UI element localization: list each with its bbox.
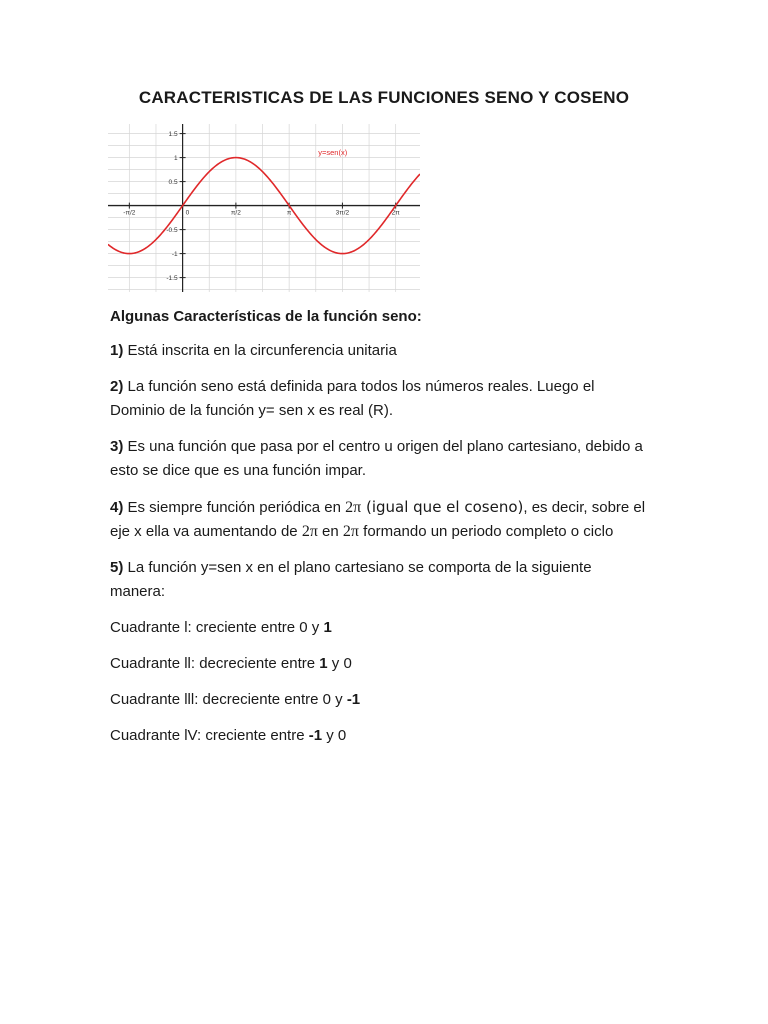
y-tick-label: 1.5 xyxy=(168,131,178,139)
x-tick-label: 0 xyxy=(185,209,190,217)
section-heading: Algunas Características de la función seno: xyxy=(110,308,422,325)
quadrant-value: 0 xyxy=(337,727,347,744)
y-tick-label: 0.5 xyxy=(168,179,178,187)
list-item xyxy=(110,435,650,483)
item-text: en xyxy=(317,523,343,540)
quadrant-text: y xyxy=(307,619,324,636)
quadrant-line xyxy=(110,688,650,712)
quadrant-line xyxy=(110,616,650,640)
y-tick-label: -1 xyxy=(171,251,178,259)
page-title: CARACTERISTICAS DE LAS FUNCIONES SENO Y COSENO xyxy=(138,88,630,107)
quadrant-text: y xyxy=(330,691,347,708)
quadrant-text: y xyxy=(322,727,338,744)
item-text: (igual que el coseno) xyxy=(361,498,524,516)
quadrant-text: Cuadrante lll: decreciente entre xyxy=(110,691,323,708)
x-tick-label: -π/2 xyxy=(123,209,136,217)
item-text: Está inscrita en la circunferencia unitaria xyxy=(123,342,397,359)
x-tick-label: 2π xyxy=(391,209,400,217)
quadrant-line xyxy=(110,652,650,676)
item-number: 3) xyxy=(110,438,124,455)
y-tick-label: 1 xyxy=(173,155,178,163)
quadrant-text: Cuadrante l: creciente entre xyxy=(110,619,300,636)
item-text: , es decir, sobre el eje x ella va aumentando de xyxy=(110,499,646,540)
item-text: formando un periodo completo o ciclo xyxy=(359,523,614,540)
legend-label: y=sen(x) xyxy=(318,148,348,158)
item-number: 4) xyxy=(110,499,124,516)
math-2pi: 2π xyxy=(342,523,359,540)
quadrant-text: Cuadrante lV: creciente entre xyxy=(110,727,309,744)
item-number: 2) xyxy=(110,378,124,395)
quadrant-value: 1 xyxy=(319,655,328,672)
list-item xyxy=(110,375,650,423)
quadrant-value: 0 xyxy=(322,691,331,708)
quadrant-value: -1 xyxy=(346,691,361,708)
quadrant-value: -1 xyxy=(308,727,323,744)
item-text: Es siempre función periódica en xyxy=(123,499,346,516)
list-item xyxy=(110,339,650,363)
y-tick-label: -1.5 xyxy=(166,275,178,283)
quadrant-value: 0 xyxy=(343,655,352,672)
x-tick-label: π xyxy=(286,209,292,217)
item-text: Es una función que pasa por el centro u origen del plano cartesiano, debido a esto se dice que es una función impar. xyxy=(110,438,643,479)
y-tick-label: -0.5 xyxy=(166,227,178,235)
item-text: La función seno está definida para todos los números reales. Luego el Dominio de la función y= sen x es real (R). xyxy=(110,378,595,419)
item-number: 5) xyxy=(110,559,124,576)
quadrant-value: 1 xyxy=(323,619,332,636)
item-number: 1) xyxy=(110,342,124,359)
quadrant-line xyxy=(110,724,650,748)
x-tick-label: π/2 xyxy=(230,209,241,217)
list-item xyxy=(110,556,650,604)
quadrant-text: y xyxy=(327,655,344,672)
quadrant-value: 0 xyxy=(299,619,308,636)
math-2pi: 2π xyxy=(301,523,318,540)
list-item xyxy=(110,495,650,544)
x-tick-label: 3π/2 xyxy=(335,209,350,217)
item-text: La función y=sen x en el plano cartesiano se comporta de la siguiente manera: xyxy=(110,559,592,600)
math-2pi: 2π xyxy=(345,499,362,516)
sine-graph xyxy=(108,124,420,292)
content xyxy=(110,305,650,760)
quadrant-text: Cuadrante ll: decreciente entre xyxy=(110,655,320,672)
